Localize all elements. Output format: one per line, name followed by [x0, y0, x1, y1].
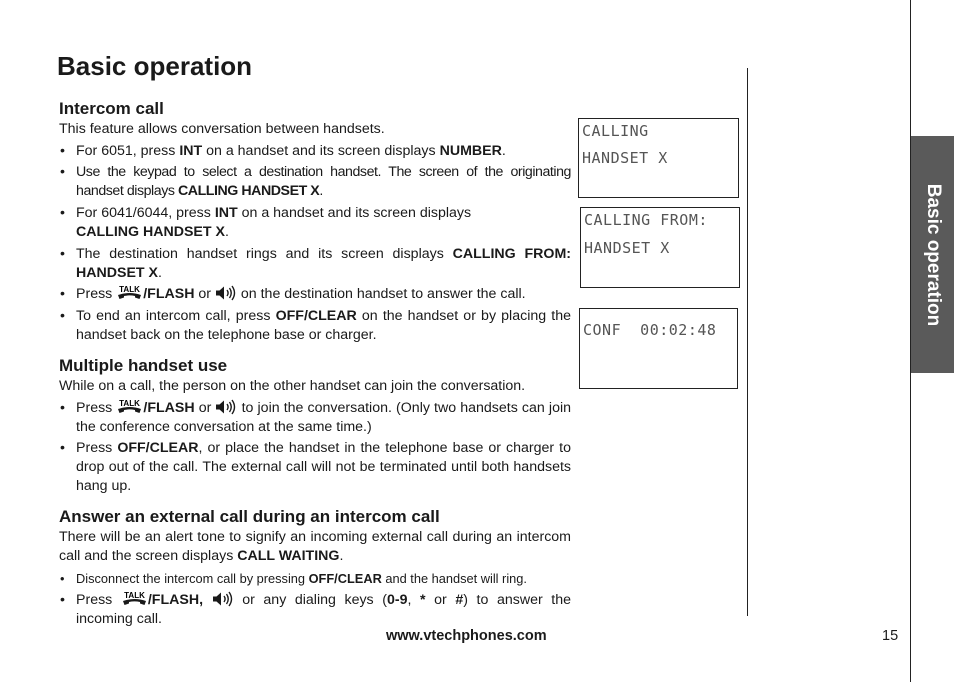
handset-screen-calling-from [580, 207, 740, 288]
list-item: • To end an intercom call, press OFF/CLEAR on the handset or by placing the handset back on the telephone base or charger. [60, 308, 571, 343]
speaker-key-icon [212, 591, 234, 607]
screen-line-2: HANDSET X [584, 239, 670, 257]
intercom-intro: This feature allows conversation between handsets. [59, 121, 385, 137]
talk-key-icon [121, 591, 148, 607]
talk-key-icon [116, 285, 143, 301]
column-divider [747, 68, 748, 616]
screen-line-2: HANDSET X [582, 149, 668, 167]
screen-line-1: CALLING [582, 122, 649, 140]
handset-screen-calling [578, 118, 739, 198]
section-heading-answer-external-call: Answer an external call during an intercom call [59, 507, 440, 526]
screen-line-1: CONF 00:02:48 [583, 321, 717, 339]
section-heading-intercom-call: Intercom call [59, 99, 164, 118]
answer-intro: There will be an alert tone to signify an incoming external call during an intercom call and the screen displays CALL WAITING. [59, 529, 571, 564]
list-item: • Press /FLASH, or any dialing keys (0-9, * or #) to answer the incoming call. [60, 592, 571, 627]
page-number: 15 [882, 628, 899, 644]
speaker-key-icon [215, 399, 237, 415]
footer-url: www.vtechphones.com [386, 628, 547, 644]
handset-screen-conference [579, 308, 738, 389]
list-item: • The destination handset rings and its screen displays CALLING FROM: HANDSET X. [60, 246, 572, 281]
list-item: • Use the keypad to select a destination handset. The screen of the originating handset displays CALLING HANDSET X. [60, 164, 571, 199]
side-tab [911, 136, 954, 373]
side-tab-label: Basic operation [922, 183, 944, 326]
list-item: • Press /FLASH or on the destination handset to answer the call. [60, 286, 526, 302]
list-item: • For 6041/6044, press INT on a handset and its screen displays CALLING HANDSET X. [60, 205, 472, 240]
list-item: • Press /FLASH or to join the conversation. (Only two handsets can join the conference conversation at the same time.) [60, 400, 572, 435]
list-item: • Disconnect the intercom call by pressing OFF/CLEAR and the handset will ring. [60, 571, 527, 586]
list-item: • For 6051, press INT on a handset and its screen displays NUMBER. [60, 143, 506, 159]
page-title: Basic operation [57, 51, 253, 81]
speaker-key-icon [215, 285, 237, 301]
talk-key-icon [116, 399, 143, 415]
screen-line-1: CALLING FROM: [584, 211, 708, 229]
multiple-intro: While on a call, the person on the other handset can join the conversation. [59, 378, 526, 394]
list-item: • Press OFF/CLEAR, or place the handset in the telephone base or charger to drop out of the call. The external call will not be terminated until both handsets hang up. [60, 440, 571, 494]
section-heading-multiple-handset-use: Multiple handset use [59, 356, 228, 375]
